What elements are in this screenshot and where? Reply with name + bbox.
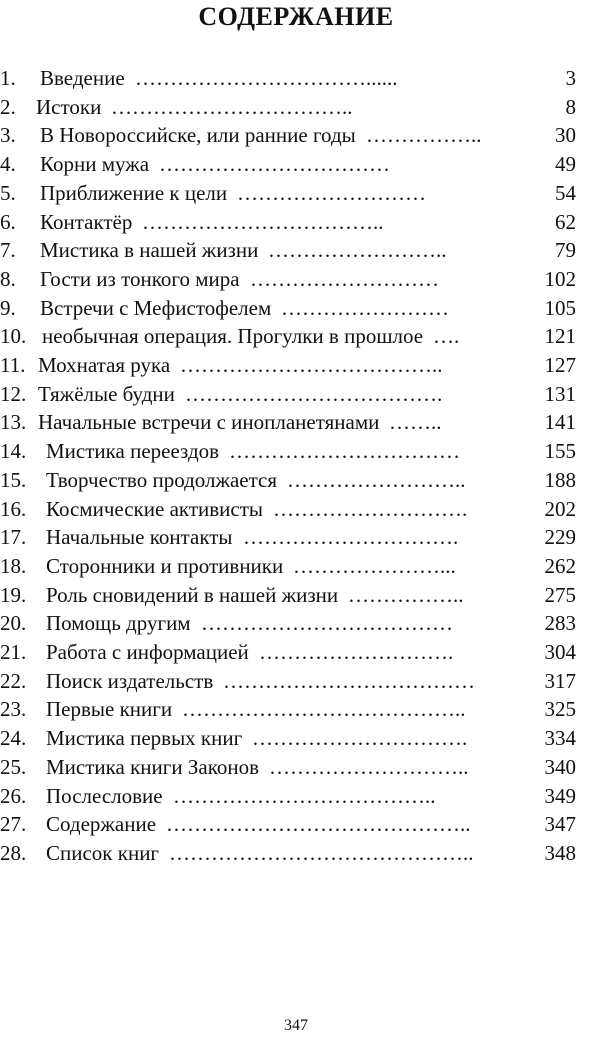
entry-leader-dots: ………………………: [250, 267, 439, 291]
entry-number: 11.: [0, 353, 26, 377]
entry-title: В Новороссийске, или ранние годы: [40, 123, 356, 147]
page-number: 347: [284, 1017, 308, 1034]
entry-page: 317: [544, 669, 576, 693]
entry-number: 9.: [0, 296, 16, 320]
entry-title: Список книг: [46, 841, 160, 865]
entry-page: 283: [544, 611, 576, 635]
entry-page: 340: [544, 755, 576, 779]
entry-page: 62: [555, 210, 576, 234]
entry-title: Мохнатая рука: [38, 353, 171, 377]
entry-leader-dots: ……………………………: [159, 152, 390, 176]
entry-page: 105: [544, 296, 576, 320]
entry-leader-dots: ……………………..: [268, 238, 447, 262]
entry-page: 347: [544, 812, 576, 836]
entry-number: 22.: [0, 669, 27, 693]
entry-title: Помощь другим: [46, 611, 191, 635]
entry-title: Начальные встречи с инопланетянами: [38, 410, 380, 434]
entry-leader-dots: ………………………………: [201, 611, 453, 635]
entry-number: 1.: [0, 66, 16, 90]
entry-title: Послесловие: [46, 784, 163, 808]
entry-page: 127: [544, 353, 576, 377]
toc-entry: [0, 93, 592, 121]
entry-number: 18.: [0, 554, 27, 578]
entry-page: 275: [544, 583, 576, 607]
entry-leader-dots: ……………………………..: [142, 210, 384, 234]
entry-leader-dots: ………………………….: [243, 525, 459, 549]
entry-page: 325: [544, 697, 576, 721]
toc-entry: [0, 179, 592, 207]
entry-title: Сторонники и противники: [46, 554, 284, 578]
entry-number: 25.: [0, 755, 27, 779]
entry-page: 155: [544, 439, 576, 463]
toc-entry: [0, 408, 592, 436]
toc-entry: [0, 810, 592, 838]
toc-entry: [0, 265, 592, 293]
entry-page: 30: [555, 123, 576, 147]
entry-leader-dots: ………………………….: [252, 726, 468, 750]
entry-page: 262: [544, 554, 576, 578]
toc-entry: [0, 150, 592, 178]
toc-entry: [0, 294, 592, 322]
entry-title: Первые книги: [46, 697, 173, 721]
entry-number: 2.: [0, 95, 16, 119]
entry-number: 21.: [0, 640, 27, 664]
entry-title: Мистика в нашей жизни: [40, 238, 259, 262]
entry-title: Тяжёлые будни: [38, 382, 175, 406]
entry-leader-dots: ………………………………..: [180, 353, 443, 377]
entry-title: Начальные контакты: [46, 525, 233, 549]
entry-page: 79: [555, 238, 576, 262]
entry-page: 54: [555, 181, 576, 205]
entry-title: Мистика книги Законов: [46, 755, 260, 779]
entry-leader-dots: ……………………..: [287, 468, 466, 492]
entry-page: 188: [544, 468, 576, 492]
entry-leader-dots: ……………………: [281, 296, 449, 320]
entry-leader-dots: ……………..: [348, 583, 464, 607]
entry-page: 102: [544, 267, 576, 291]
entry-leader-dots: ……………………………..: [111, 95, 353, 119]
entry-page: 8: [565, 95, 576, 119]
entry-leader-dots: ….: [433, 324, 460, 348]
entry-number: 8.: [0, 267, 16, 291]
entry-page: 3: [565, 66, 576, 90]
entry-title: Введение: [40, 66, 125, 90]
entry-page: 141: [544, 410, 576, 434]
toc-entry: [0, 724, 592, 752]
entry-page: 348: [544, 841, 576, 865]
toc-entry: [0, 322, 592, 350]
entry-leader-dots: ……………………………………..: [169, 841, 474, 865]
entry-number: 12.: [0, 382, 27, 406]
entry-number: 23.: [0, 697, 27, 721]
page-title: СОДЕРЖАНИЕ: [198, 2, 394, 31]
entry-number: 5.: [0, 181, 16, 205]
entry-leader-dots: ………………………………..: [173, 784, 436, 808]
entry-leader-dots: ……..: [389, 410, 442, 434]
entry-number: 13.: [0, 410, 27, 434]
entry-title: Работа с информацией: [46, 640, 249, 664]
toc-entry: [0, 437, 592, 465]
entry-title: Космические активисты: [46, 497, 263, 521]
toc-entry: [0, 782, 592, 810]
toc-entry: [0, 839, 592, 867]
entry-number: 4.: [0, 152, 16, 176]
toc-entry: [0, 523, 592, 551]
entry-title: Истоки: [36, 95, 102, 119]
entry-title: Мистика переездов: [46, 439, 220, 463]
toc-entry: [0, 121, 592, 149]
toc-entry: [0, 351, 592, 379]
entry-number: 26.: [0, 784, 27, 808]
entry-leader-dots: ……………………………: [229, 439, 460, 463]
toc-entry: [0, 495, 592, 523]
toc-entry: [0, 667, 592, 695]
entry-leader-dots: ……………………………………..: [166, 812, 471, 836]
entry-page: 334: [544, 726, 576, 750]
entry-leader-dots: ……………………….: [259, 640, 454, 664]
entry-number: 7.: [0, 238, 16, 262]
entry-number: 14.: [0, 439, 27, 463]
entry-title: Контактёр: [40, 210, 133, 234]
entry-page: 131: [544, 382, 576, 406]
entry-title: Приближение к цели: [40, 181, 228, 205]
toc-entry: [0, 609, 592, 637]
toc-entry: [0, 380, 592, 408]
toc-entry: [0, 552, 592, 580]
entry-number: 3.: [0, 123, 16, 147]
entry-leader-dots: …………………...: [293, 554, 456, 578]
entry-number: 28.: [0, 841, 27, 865]
entry-title: Творчество продолжается: [46, 468, 278, 492]
toc-entry: [0, 753, 592, 781]
entry-page: 121: [544, 324, 576, 348]
entry-leader-dots: ……………………………….: [185, 382, 443, 406]
entry-page: 202: [544, 497, 576, 521]
entry-leader-dots: …………………………………..: [182, 697, 466, 721]
entry-title: необычная операция. Прогулки в прошлое: [42, 324, 424, 348]
toc-entry: [0, 695, 592, 723]
entry-number: 20.: [0, 611, 27, 635]
entry-leader-dots: ……………..: [366, 123, 482, 147]
entry-title: Встречи с Мефистофелем: [40, 296, 272, 320]
entry-title: Содержание: [46, 812, 157, 836]
toc-entry: [0, 581, 592, 609]
toc-entry: [0, 638, 592, 666]
entry-number: 27.: [0, 812, 27, 836]
entry-leader-dots: ………………………………: [223, 669, 475, 693]
entry-number: 17.: [0, 525, 27, 549]
entry-page: 49: [555, 152, 576, 176]
toc-entry: [0, 466, 592, 494]
entry-number: 16.: [0, 497, 27, 521]
entry-page: 304: [544, 640, 576, 664]
toc-entry: [0, 236, 592, 264]
toc-entry: [0, 208, 592, 236]
entry-title: Мистика первых книг: [46, 726, 243, 750]
entry-number: 19.: [0, 583, 27, 607]
entry-title: Корни мужа: [40, 152, 150, 176]
entry-leader-dots: ……………………………......: [135, 66, 398, 90]
entry-leader-dots: ……………………….: [273, 497, 468, 521]
entry-page: 229: [544, 525, 576, 549]
entry-number: 24.: [0, 726, 27, 750]
entry-title: Гости из тонкого мира: [40, 267, 240, 291]
toc-entry: [0, 64, 592, 92]
entry-number: 15.: [0, 468, 27, 492]
entry-page: 349: [544, 784, 576, 808]
entry-leader-dots: ………………………..: [269, 755, 469, 779]
entry-leader-dots: ………………………: [237, 181, 426, 205]
entry-number: 10.: [0, 324, 27, 348]
entry-title: Поиск издательств: [46, 669, 214, 693]
entry-number: 6.: [0, 210, 16, 234]
entry-title: Роль сновидений в нашей жизни: [46, 583, 339, 607]
